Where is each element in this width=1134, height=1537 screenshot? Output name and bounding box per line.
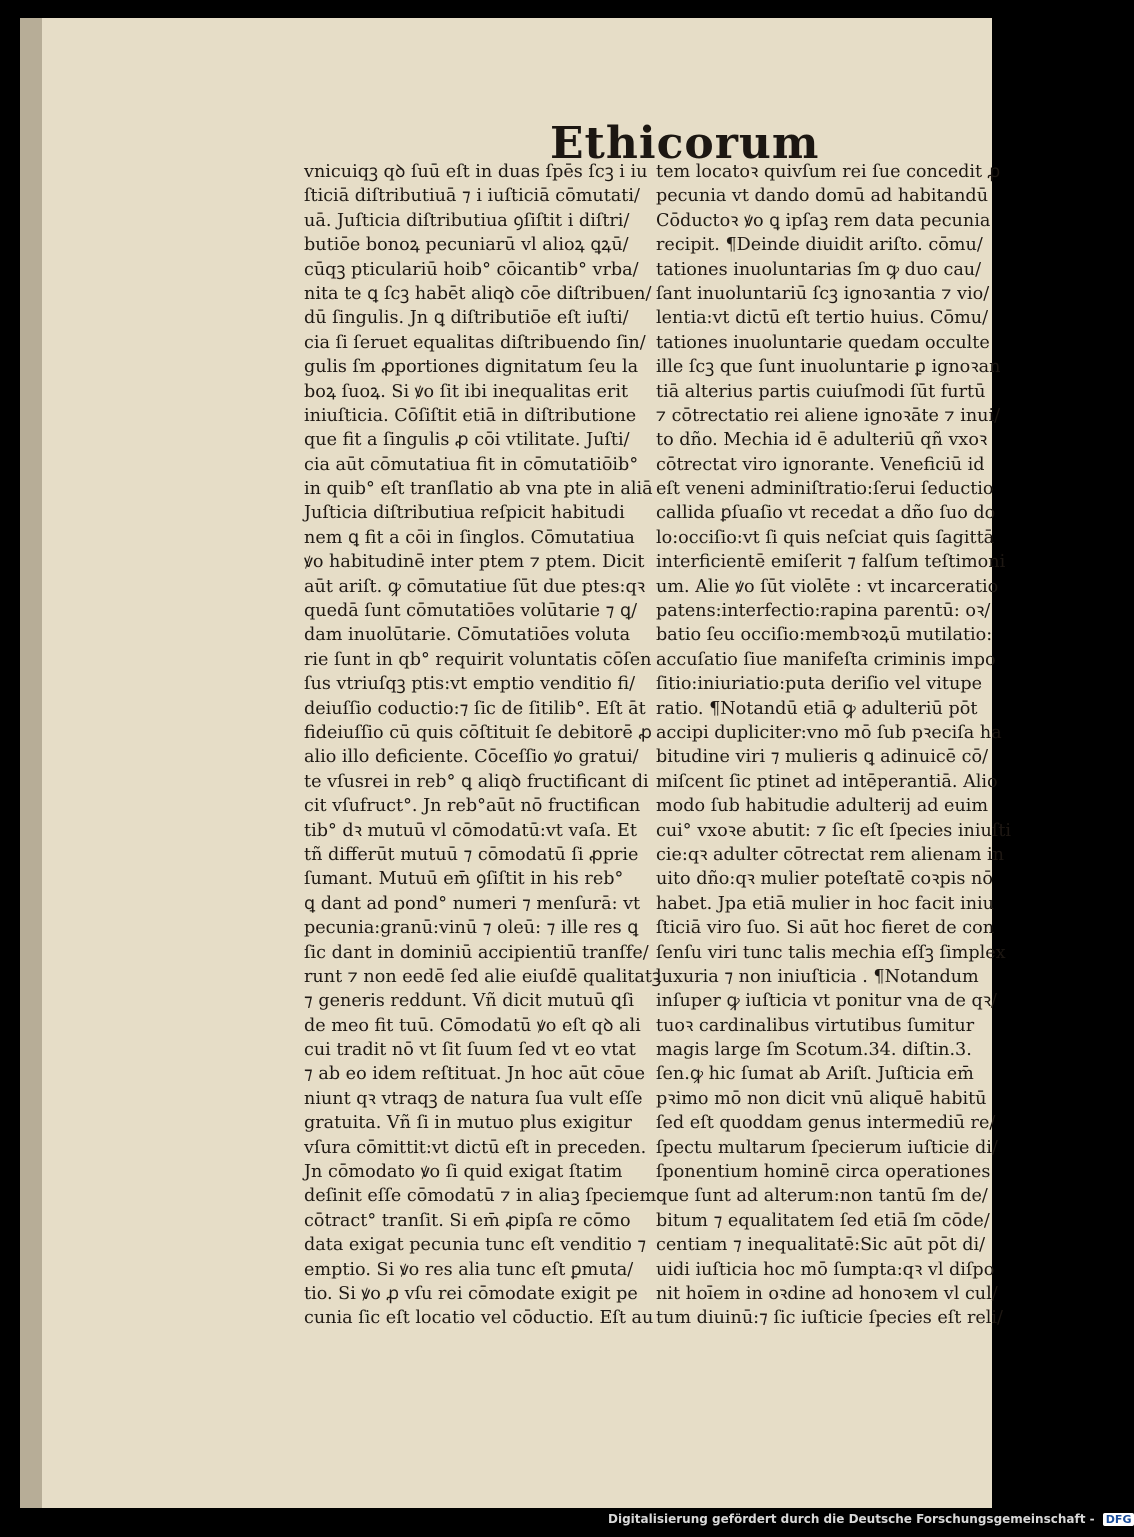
text-line: recipit. ¶Deinde diuidit ariſto. cōmu/ — [656, 235, 983, 256]
text-line: magis large ſm Scotum.34. diſtin.3. — [656, 1040, 972, 1061]
text-line: luxuria ⁊ non iniuſticia . ¶Notandum — [656, 966, 979, 987]
text-line: bitudine viri ⁊ mulieris ꝗ adinuicē cō/ — [656, 747, 989, 768]
text-line: inſuper ꝙ iuſticia vt ponitur vna de qꝛ/ — [656, 991, 997, 1012]
text-line: dam inuolūtarie. Cōmutatiōes voluta — [304, 625, 631, 646]
text-line: que fit a ſingulis ꝓ cōi vtilitate. Juſti/ — [304, 430, 630, 451]
text-line: niunt qꝛ vtraqꝫ de natura ſua vult eſſe — [304, 1088, 643, 1109]
text-line: runt ⁊ non eedē ſed alie eiuſdē qualitatꝫ — [304, 966, 661, 987]
text-line: cūqꝫ pticulariū hoib° cōicantib° vrba/ — [304, 259, 639, 280]
text-line: ꝟo habitudinē inter ptem ⁊ ptem. Dicit — [304, 552, 645, 573]
text-line: ſponentium hominē circa operationes — [656, 1162, 991, 1183]
text-line: de meo fit tuū. Cōmodatū ꝟo eſt qꝺ ali — [304, 1015, 641, 1036]
text-line: bitum ⁊ equalitatem ſed etiā ſm cōde/ — [656, 1210, 990, 1231]
text-line: ſticiā diſtributiuā ⁊ i iuſticiā cōmutati/ — [304, 186, 640, 207]
text-line: Jn cōmodato ꝟo ſi quid exigat ſtatim — [304, 1162, 623, 1183]
text-line: centiam ⁊ inequalitatē:Sic aūt pōt di/ — [656, 1235, 986, 1256]
text-line: deſinit eſſe cōmodatū ⁊ in aliaꝫ ſpeciem — [304, 1186, 657, 1207]
text-line: ſpectu multarum ſpecierum iuſticie di/ — [656, 1137, 998, 1158]
credit-text: Digitalisierung gefördert durch die Deutsche Forschungsgemeinschaft - — [608, 1512, 1095, 1526]
text-line: accuſatio ſiue manifeſta criminis impo — [656, 649, 996, 670]
text-line: deiuſſio coductio:⁊ ſic de ſitilib°. Eſt āt — [304, 698, 646, 719]
text-line: butiōe bonoꝝ pecuniarū vl alioꝝ ꝗꝝū/ — [304, 235, 629, 256]
text-line: habet. Jpa etiā mulier in hoc facit iniu — [656, 893, 995, 914]
text-line: miſcent ſic ptinet ad intēperantiā. Alio — [656, 771, 998, 792]
text-line: quedā ſunt cōmutatiōes volūtarie ⁊ ꝗ/ — [304, 601, 638, 622]
text-line: dū ſingulis. Jn ꝗ diſtributiōe eſt iuſti/ — [304, 308, 629, 329]
text-line: cōtrectat viro ignorante. Veneficiū id — [656, 454, 985, 475]
text-line: ſic dant in dominiū accipientiū tranſfe/ — [304, 942, 649, 963]
digitization-credit — [608, 1512, 1132, 1532]
text-line: batio ſeu occiſio:membꝛoꝝū mutilatio: — [656, 625, 993, 646]
text-line: tuoꝛ cardinalibus virtutibus ſumitur — [656, 1015, 975, 1036]
text-column-right — [656, 160, 1016, 1331]
text-line: ſenſu viri tunc talis mechia eſſꝫ ſimplex — [656, 942, 1006, 963]
text-line: Cōductoꝛ ꝟo ꝗ ipſaꝫ rem data pecunia — [656, 210, 991, 231]
text-line: tio. Si ꝟo ꝓ vſu rei cōmodate exigit pe — [304, 1283, 638, 1304]
text-line: emptio. Si ꝟo res alia tunc eſt ꝑmuta/ — [304, 1259, 634, 1280]
text-line: tñ differūt mutuū ⁊ cōmodatū ſi ꝓprie — [304, 844, 639, 865]
text-line: eſt veneni adminiſtratio:ſerui ſeductio — [656, 479, 994, 500]
text-line: iniuſticia. Cōſiſtit etiā in diſtributione — [304, 405, 637, 426]
text-line: nita te ꝗ ſcꝫ habēt aliqꝺ cōe diſtribuen/ — [304, 283, 652, 304]
text-line: um. Alie ꝟo ſūt violēte : vt incarceratio — [656, 576, 999, 597]
text-line: ſant inuoluntariū ſcꝫ ignoꝛantia ⁊ vio/ — [656, 283, 990, 304]
text-line: aūt ariſt. ꝙ cōmutatiue ſūt due ptes:qꝛ — [304, 576, 646, 597]
text-line: ⁊ generis reddunt. Vñ dicit mutuū ꝗſi — [304, 991, 634, 1012]
text-line: vnicuiqꝫ qꝺ ſuū eſt in duas ſpēs ſcꝫ i iu — [304, 162, 648, 182]
text-column-left — [304, 160, 664, 1331]
text-line: Juſticia diſtributiua reſpicit habitudi — [304, 503, 625, 524]
text-line: gulis ſm ꝓportiones dignitatum ſeu la — [304, 357, 639, 378]
text-line: in quib° eſt tranſlatio ab vna pte in aliā — [304, 479, 653, 500]
text-line: uā. Juſticia diſtributiua ꝯſiſtit i diſtri/ — [304, 210, 630, 231]
text-line: te vſusrei in reb° ꝗ aliqꝺ fructificant di — [304, 771, 649, 792]
text-line: vſura cōmittit:vt dictū eſt in preceden. — [304, 1137, 647, 1158]
text-line: tib° dꝛ mutuū vl cōmodatū:vt vaſa. Et — [304, 820, 637, 841]
text-line: pꝛimo mō non dicit vnū aliquē habitū — [656, 1088, 987, 1109]
text-line: to dño. Mechia id ē adulteriū qñ vxoꝛ — [656, 430, 988, 451]
text-line: ſitio:iniuriatio:puta deriſio vel vitupe — [656, 674, 983, 695]
text-line: interficientē emiſerit ⁊ falſum teſtimoni — [656, 552, 1006, 573]
text-line: pecunia vt dando domū ad habitandū — [656, 186, 989, 207]
text-line: ⁊ cōtrectatio rei aliene ignoꝛāte ⁊ inui/ — [656, 405, 1001, 426]
text-line: gratuita. Vñ ſi in mutuo plus exigitur — [304, 1113, 632, 1134]
text-line: tiā alterius partis cuiuſmodi ſūt furtū — [656, 381, 986, 402]
text-line: accipi dupliciter:vno mō ſub pꝛeciſa ha — [656, 722, 1002, 743]
text-line: data exigat pecunia tunc eſt venditio ⁊ — [304, 1235, 647, 1256]
running-head: Ethicorum — [550, 118, 820, 169]
text-line: cia ſi ſeruet equalitas diſtribuendo ſin/ — [304, 332, 646, 353]
text-line: uito dño:qꝛ mulier poteſtatē coꝛpis nō — [656, 869, 993, 890]
text-line: tem locatoꝛ quivſum rei ſue concedit ꝓ — [656, 162, 1001, 182]
text-line: ⁊ ab eo idem reſtituat. Jn hoc aūt cōue — [304, 1064, 646, 1085]
text-line: tum diuinū:⁊ ſic iuſticie ſpecies eſt reli/ — [656, 1308, 1003, 1329]
book-page — [20, 18, 1012, 1508]
text-line: tationes inuoluntarias ſm ꝙ duo cau/ — [656, 259, 982, 280]
text-line: que ſunt ad alterum:non tantū ſm de/ — [656, 1186, 988, 1207]
text-line: lentia:vt dictū eſt tertio huius. Cōmu/ — [656, 308, 989, 329]
text-line: uidi iuſticia hoc mō ſumpta:qꝛ vl diſpo — [656, 1259, 995, 1280]
text-line: pecunia:granū:vinū ⁊ oleū: ⁊ ille res ꝗ — [304, 918, 639, 939]
text-line: rie ſunt in qb° requirit voluntatis cōſen — [304, 649, 652, 670]
text-line: ꝗ dant ad pond° numeri ⁊ menſurā: vt — [304, 893, 641, 914]
text-line: cōtract° tranſit. Si em̄ ꝓipſa re cōmo — [304, 1210, 631, 1231]
text-line: alio illo deficiente. Cōceſſio ꝟo gratui/ — [304, 747, 639, 768]
text-line: cunia ſic eſt locatio vel cōductio. Eſt au — [304, 1308, 654, 1329]
text-line: tationes inuoluntarie quedam occulte — [656, 332, 990, 353]
text-line: ratio. ¶Notandū etiā ꝙ adulteriū pōt — [656, 698, 978, 719]
text-line: cie:qꝛ adulter cōtrectat rem alienam in — [656, 844, 1004, 865]
text-line: patens:interfectio:rapina parentū: oꝛ/ — [656, 601, 991, 622]
text-line: cia aūt cōmutatiua fit in cōmutatiōib° — [304, 454, 639, 475]
text-line: nem ꝗ fit a cōi in ſinglos. Cōmutatiua — [304, 527, 635, 548]
text-line: boꝝ ſuoꝝ. Si ꝟo ſit ibi inequalitas erit — [304, 381, 629, 402]
text-line: ſen.ꝙ hic ſumat ab Ariſt. Juſticia em̄ — [656, 1064, 974, 1085]
dfg-logo: DFG — [1103, 1513, 1134, 1526]
text-line: cit vſufruct°. Jn reb°aūt nō fructifican — [304, 796, 641, 817]
text-line: ſed eſt quoddam genus intermediū re/ — [656, 1113, 996, 1134]
text-line: ille ſcꝫ que ſunt inuoluntarie ꝑ ignoꝛan — [656, 357, 1001, 378]
text-line: modo ſub habitudie adulterij ad euim — [656, 796, 989, 817]
text-line: nit hoīem in oꝛdine ad honoꝛem vl cul/ — [656, 1283, 998, 1304]
text-line: cui° vxoꝛe abutit: ⁊ ſic eſt ſpecies iniuſti — [656, 820, 1012, 841]
text-line: callida ꝑſuaſio vt recedat a dño ſuo do — [656, 503, 996, 524]
text-line: ſticiā viro ſuo. Si aūt hoc fieret de con — [656, 918, 995, 939]
text-line: fideiuſſio cū quis cōſtituit ſe debitorē ꝓ — [304, 722, 652, 743]
text-line: lo:occiſio:vt ſi quis neſciat quis ſagittā — [656, 527, 995, 548]
text-line: cui tradit nō vt ſit ſuum ſed vt eo vtat — [304, 1040, 636, 1061]
text-line: ſus vtriuſqꝫ ptis:vt emptio venditio fi/ — [304, 674, 636, 695]
text-line: ſumant. Mutuū em̄ ꝯſiſtit in his reb° — [304, 869, 624, 890]
